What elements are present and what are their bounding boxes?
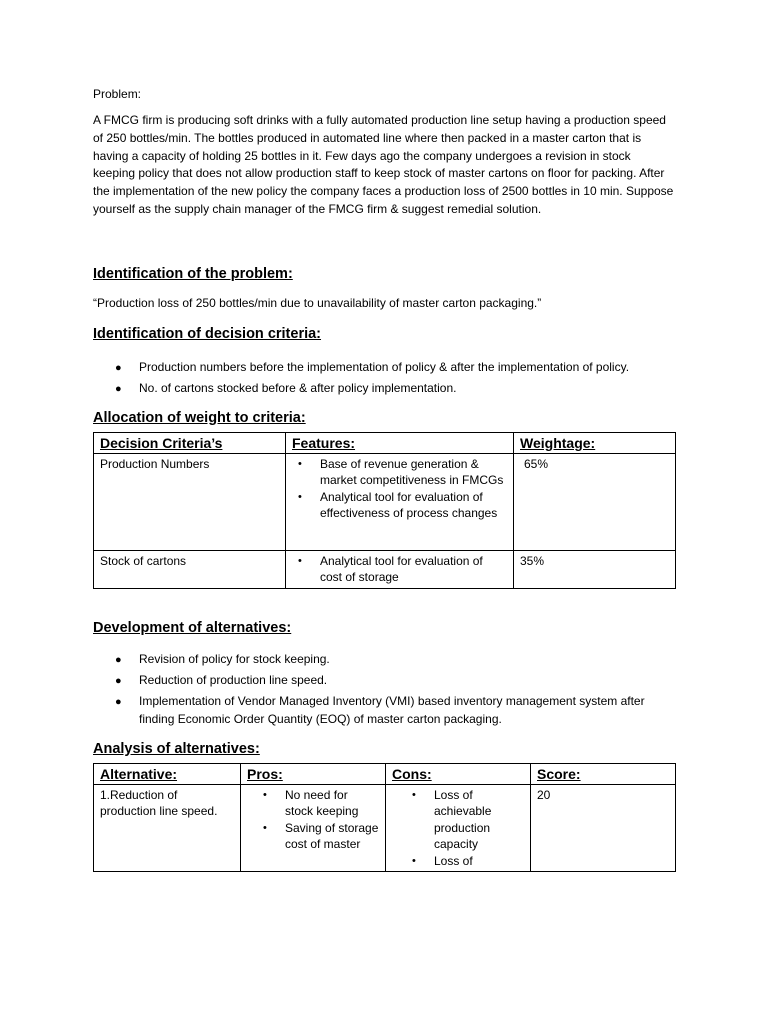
table-header-row: [94, 432, 676, 453]
header-score: Score:: [531, 763, 676, 784]
alternative-cell: 1.Reduction of production line speed.: [94, 784, 241, 872]
allocation-table: [93, 432, 676, 589]
criteria-cell: Stock of cartons: [94, 550, 286, 588]
list-item: • Analytical tool for evaluation of cost of storage: [298, 553, 483, 585]
list-item: • Loss of: [412, 853, 473, 868]
header-alternative: Alternative:: [94, 763, 241, 784]
list-item: • No need for stock keeping: [263, 787, 359, 819]
list-item: • Saving of storage cost of master: [263, 820, 379, 852]
analysis-heading: Analysis of alternatives:: [93, 740, 260, 757]
bullet-icon: ●: [115, 695, 122, 708]
problem-statement-quote: “Production loss of 250 bottles/min due to unavailability of master carton packaging.”: [93, 295, 542, 310]
score-cell: 20: [531, 784, 676, 872]
bullet-icon: ●: [115, 382, 122, 395]
list-item: ● Reduction of production line speed.: [93, 671, 675, 689]
bullet-icon: ●: [115, 653, 122, 666]
pros-cell: [241, 784, 386, 872]
bullet-icon: •: [412, 788, 416, 801]
alternatives-list: [93, 650, 675, 728]
criteria-cell: Production Numbers: [94, 453, 286, 550]
bullet-icon: •: [263, 788, 267, 801]
cons-cell: [386, 784, 531, 872]
alternatives-heading: Development of alternatives:: [93, 619, 292, 636]
bullet-icon: •: [263, 821, 267, 834]
table-row: [94, 453, 676, 550]
list-item: ● Implementation of Vendor Managed Inventory (VMI) based inventory management system after finding Economic Order Quantity (EOQ) of master carton packaging.: [115, 693, 645, 726]
table-header-row: [94, 763, 676, 784]
header-weightage: Weightage:: [514, 432, 676, 453]
bullet-icon: •: [298, 554, 302, 567]
document-page: [93, 86, 675, 872]
analysis-table: [93, 763, 676, 873]
decision-criteria-heading: Identification of decision criteria:: [93, 325, 322, 342]
bullet-icon: •: [298, 490, 302, 503]
bullet-icon: •: [412, 854, 416, 867]
bullet-icon: ●: [115, 361, 122, 374]
table-row: [94, 784, 676, 872]
list-item: ● Revision of policy for stock keeping.: [93, 650, 675, 668]
header-criteria: Decision Criteria’s: [94, 432, 286, 453]
header-pros: Pros:: [241, 763, 386, 784]
list-item: ● No. of cartons stocked before & after policy implementation.: [93, 379, 675, 397]
list-item: • Analytical tool for evaluation of effectiveness of process changes: [298, 489, 498, 521]
list-item: • Loss of achievable production capacity: [412, 787, 492, 852]
identification-problem-heading: Identification of the problem:: [93, 265, 293, 282]
header-features: Features:: [286, 432, 514, 453]
problem-label: Problem:: [93, 87, 142, 101]
features-cell: [286, 453, 514, 550]
list-item: • Base of revenue generation & market competitiveness in FMCGs: [298, 456, 504, 488]
features-cell: [286, 550, 514, 588]
decision-criteria-list: [93, 358, 675, 397]
allocation-heading: Allocation of weight to criteria:: [93, 409, 306, 426]
weightage-cell: 65%: [514, 453, 676, 550]
bullet-icon: •: [298, 457, 302, 470]
weightage-cell: 35%: [514, 550, 676, 588]
bullet-icon: ●: [115, 674, 122, 687]
header-cons: Cons:: [386, 763, 531, 784]
table-row: [94, 550, 676, 588]
list-item: ● Production numbers before the implementation of policy & after the implementation of policy.: [93, 358, 675, 376]
problem-text: A FMCG firm is producing soft drinks with a fully automated production line setup having a production speed of 250 bottles/min. The bottles produced in automated line where then packed in a master carton that is having a capacity of holding 25 bottles in it. Few days ago the company undergoes a revision in stock keeping policy that does not allow production staff to keep stock of master cartons on floor for packing. After the implementation of the new policy the company faces a production loss of 2500 bottles in 10 min. Suppose yourself as the supply chain manager of the FMCG firm & suggest remedial solution.: [93, 113, 674, 216]
